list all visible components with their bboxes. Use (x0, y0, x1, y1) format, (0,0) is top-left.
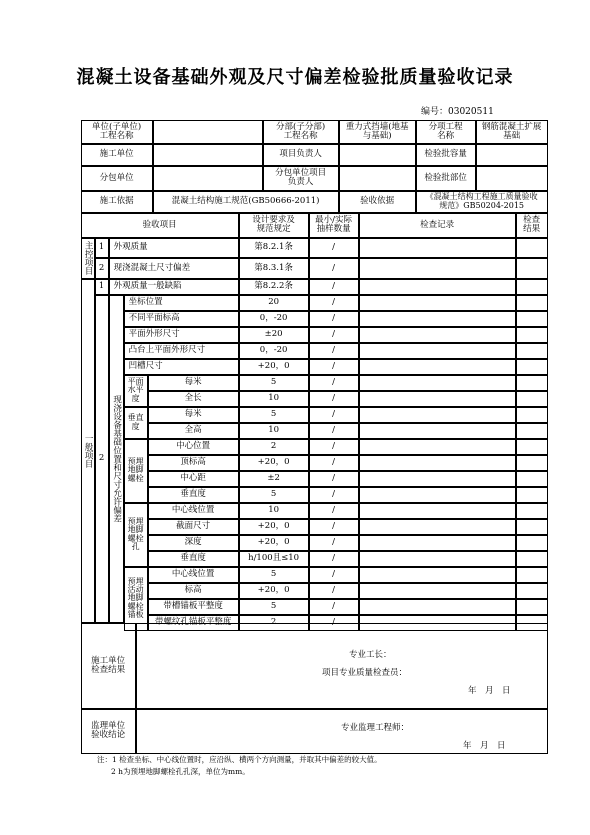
sampling-count-cell: / (309, 583, 359, 599)
sampling-count-cell: / (309, 503, 359, 519)
check-result-cell (516, 311, 548, 327)
check-result-cell (516, 519, 548, 535)
serial-number: 编号：03020511 (421, 107, 494, 117)
deviation-item-name: 中心位置 (148, 439, 239, 455)
design-requirement-cell: 0，-20 (239, 343, 309, 359)
design-requirement-cell: +20，0 (239, 535, 309, 551)
design-requirement-cell: +20，0 (239, 519, 309, 535)
design-requirement-cell: 5 (239, 487, 309, 503)
deviation-item-name: 每米 (148, 375, 239, 391)
check-record-cell (359, 455, 516, 471)
design-requirement-cell: 2 (239, 439, 309, 455)
check-result-cell (516, 375, 548, 391)
check-result-cell (516, 599, 548, 615)
batch-capacity-label: 检验批容量 (416, 144, 476, 166)
check-result-cell (516, 359, 548, 375)
check-record-cell (359, 471, 516, 487)
sampling-count-cell: / (309, 519, 359, 535)
general-group-label: 一般项目 (81, 279, 95, 623)
design-requirement-cell: +20，0 (239, 583, 309, 599)
design-requirement-cell: 第8.2.2条 (239, 279, 309, 295)
check-result-cell (516, 238, 548, 258)
design-requirement-cell: 20 (239, 295, 309, 311)
column-check-result: 检查 结果 (516, 213, 548, 238)
check-record-cell (359, 535, 516, 551)
sampling-count-cell: / (309, 567, 359, 583)
subcontractor-pm-value (339, 166, 416, 191)
sampling-count-cell: / (309, 311, 359, 327)
row-number: 2 (95, 258, 109, 279)
footnote-1: 注：1 检查坐标、中心线位置时，应沿纵、横两个方向测量，并取其中偏差的较大值。 (97, 755, 382, 764)
subcontractor-label: 分包单位 (81, 166, 153, 191)
check-record-cell (359, 375, 516, 391)
check-record-cell (359, 327, 516, 343)
deviation-item-name: 顶标高 (148, 455, 239, 471)
deviation-item-name: 标高 (148, 583, 239, 599)
check-result-cell (516, 279, 548, 295)
check-record-cell (359, 359, 516, 375)
design-requirement-cell: 5 (239, 375, 309, 391)
batch-location-value (476, 166, 548, 191)
project-manager-value (339, 144, 416, 166)
subdivision-name-label: 分部(子分部) 工程名称 (263, 120, 339, 144)
deviation-item-name: 不同平面标高 (124, 311, 239, 327)
check-result-cell (516, 487, 548, 503)
embedded-bolt-label: 预埋地脚螺栓 (124, 439, 148, 503)
construction-basis-value: 混凝土结构施工规范(GB50666-2011) (153, 191, 339, 213)
check-record-cell (359, 238, 516, 258)
check-record-cell (359, 503, 516, 519)
check-result-cell (516, 295, 548, 311)
design-requirement-cell: 10 (239, 503, 309, 519)
row-number: 2 (95, 295, 109, 623)
check-record-cell (359, 583, 516, 599)
design-requirement-cell: 5 (239, 407, 309, 423)
check-result-cell (516, 503, 548, 519)
sampling-count-cell: / (309, 615, 359, 631)
check-result-cell (516, 258, 548, 279)
check-record-cell (359, 343, 516, 359)
construction-check-label: 施工单位 检查结果 (81, 623, 136, 709)
supervision-conclusion-label: 监理单位 验收结论 (81, 709, 136, 754)
deviation-item-name: 垂直度 (148, 551, 239, 567)
deviation-item-name: 垂直度 (148, 487, 239, 503)
design-requirement-cell: h/100且≤10 (239, 551, 309, 567)
check-result-cell (516, 455, 548, 471)
design-requirement-cell: 10 (239, 423, 309, 439)
sampling-count-cell: / (309, 455, 359, 471)
constructor-label: 施工单位 (81, 144, 153, 166)
design-requirement-cell: 第8.3.1条 (239, 258, 309, 279)
subcontractor-value (153, 166, 263, 191)
anchor-plate-label: 预埋活动地脚螺栓锚板 (124, 567, 148, 631)
sampling-count-cell: / (309, 391, 359, 407)
item-name: 外观质量一般缺陷 (109, 279, 239, 295)
design-requirement-cell: 5 (239, 567, 309, 583)
embedded-bolt-hole-label: 预埋地脚螺栓孔 (124, 503, 148, 567)
sampling-count-cell: / (309, 423, 359, 439)
sampling-count-cell: / (309, 238, 359, 258)
project-manager-label: 项目负责人 (263, 144, 339, 166)
sampling-count-cell: / (309, 599, 359, 615)
sampling-count-cell: / (309, 487, 359, 503)
acceptance-record-table (81, 120, 548, 754)
column-design-requirement: 设计要求及 规范规定 (239, 213, 309, 238)
foreman-signature-label: 专业工长： (349, 650, 392, 660)
check-result-cell (516, 471, 548, 487)
construction-basis-label: 施工依据 (81, 191, 153, 213)
check-record-cell (359, 407, 516, 423)
deviation-item-name: 全长 (148, 391, 239, 407)
sampling-count-cell: / (309, 471, 359, 487)
check-record-cell (359, 311, 516, 327)
check-record-cell (359, 519, 516, 535)
sampling-count-cell: / (309, 295, 359, 311)
sampling-count-cell: / (309, 407, 359, 423)
supervision-date: 年 月 日 (463, 741, 506, 751)
sampling-count-cell: / (309, 551, 359, 567)
quality-inspector-signature-label: 项目专业质量检查员： (322, 668, 408, 678)
design-requirement-cell: 0，-20 (239, 311, 309, 327)
sampling-count-cell: / (309, 375, 359, 391)
unit-name-value (153, 120, 263, 144)
deviation-item-name: 中心线位置 (148, 503, 239, 519)
check-result-cell (516, 439, 548, 455)
check-result-cell (516, 391, 548, 407)
acceptance-basis-value: 《混凝土结构工程施工质量验收 规范》GB50204-2015 (416, 191, 548, 213)
column-check-record: 检查记录 (359, 213, 516, 238)
deviation-item-name: 凹槽尺寸 (124, 359, 239, 375)
check-result-cell (516, 423, 548, 439)
check-result-cell (516, 535, 548, 551)
check-result-cell (516, 567, 548, 583)
design-requirement-cell: ±2 (239, 471, 309, 487)
sampling-count-cell: / (309, 359, 359, 375)
design-requirement-cell: 第8.2.1条 (239, 238, 309, 258)
acceptance-basis-label: 验收依据 (339, 191, 416, 213)
row-number: 1 (95, 238, 109, 258)
check-record-cell (359, 567, 516, 583)
sampling-count-cell: / (309, 439, 359, 455)
design-requirement-cell: 10 (239, 391, 309, 407)
check-result-cell (516, 407, 548, 423)
check-record-cell (359, 258, 516, 279)
sampling-count-cell: / (309, 258, 359, 279)
sampling-count-cell: / (309, 343, 359, 359)
batch-capacity-value (476, 144, 548, 166)
constructor-value (153, 144, 263, 166)
deviation-item-name: 中心距 (148, 471, 239, 487)
deviation-item-name: 凸台上平面外形尺寸 (124, 343, 239, 359)
deviation-item-name: 平面外形尺寸 (124, 327, 239, 343)
design-requirement-cell: +20，0 (239, 359, 309, 375)
check-record-cell (359, 391, 516, 407)
sampling-count-cell: / (309, 535, 359, 551)
design-requirement-cell: +20，0 (239, 455, 309, 471)
deviation-item-name: 坐标位置 (124, 295, 239, 311)
column-acceptance-item: 验收项目 (81, 213, 239, 238)
design-requirement-cell: 5 (239, 599, 309, 615)
check-result-cell (516, 583, 548, 599)
check-result-cell (516, 327, 548, 343)
item-name: 现浇混凝土尺寸偏差 (109, 258, 239, 279)
footnotes (97, 754, 382, 778)
check-result-cell (516, 343, 548, 359)
item-name: 外观质量 (109, 238, 239, 258)
page-title: 混凝土设备基础外观及尺寸偏差检验批质量验收记录 (76, 67, 514, 88)
subdivision-name-value: 重力式挡墙(地基 与基础) (339, 120, 416, 144)
subitem-name-value: 钢筋混凝土扩展 基础 (476, 120, 548, 144)
main-control-group-label: 主控项目 (81, 238, 95, 279)
plane-level-label: 平面水平度 (124, 375, 148, 407)
design-requirement-cell: ±20 (239, 327, 309, 343)
verticality-label: 垂直度 (124, 407, 148, 439)
check-record-cell (359, 551, 516, 567)
batch-location-label: 检验批部位 (416, 166, 476, 191)
design-requirement-cell: 2 (239, 615, 309, 631)
sampling-count-cell: / (309, 279, 359, 295)
supervision-engineer-signature-label: 专业监理工程师： (341, 723, 410, 733)
unit-name-label: 单位(子单位) 工程名称 (81, 120, 153, 144)
allowable-deviation-group-label: 现浇设备基础位置和尺寸允许偏差 (109, 295, 124, 623)
deviation-item-name: 带螺纹孔锚板平整度 (148, 615, 239, 631)
check-record-cell (359, 487, 516, 503)
row-number: 1 (95, 279, 109, 295)
deviation-item-name: 中心线位置 (148, 567, 239, 583)
deviation-item-name: 全高 (148, 423, 239, 439)
subitem-name-label: 分项工程 名称 (416, 120, 476, 144)
footnote-2: 2 h为预埋地脚螺栓孔孔深，单位为mm。 (111, 767, 250, 776)
deviation-item-name: 带槽锚板平整度 (148, 599, 239, 615)
construction-check-date: 年 月 日 (468, 686, 511, 696)
deviation-item-name: 截面尺寸 (148, 519, 239, 535)
sampling-count-cell: / (309, 327, 359, 343)
deviation-item-name: 每米 (148, 407, 239, 423)
check-result-cell (516, 551, 548, 567)
column-sampling-count: 最小/实际 抽样数量 (309, 213, 359, 238)
check-record-cell (359, 295, 516, 311)
check-record-cell (359, 423, 516, 439)
check-record-cell (359, 599, 516, 615)
subcontractor-pm-label: 分包单位项目 负责人 (263, 166, 339, 191)
deviation-item-name: 深度 (148, 535, 239, 551)
check-record-cell (359, 279, 516, 295)
check-record-cell (359, 439, 516, 455)
